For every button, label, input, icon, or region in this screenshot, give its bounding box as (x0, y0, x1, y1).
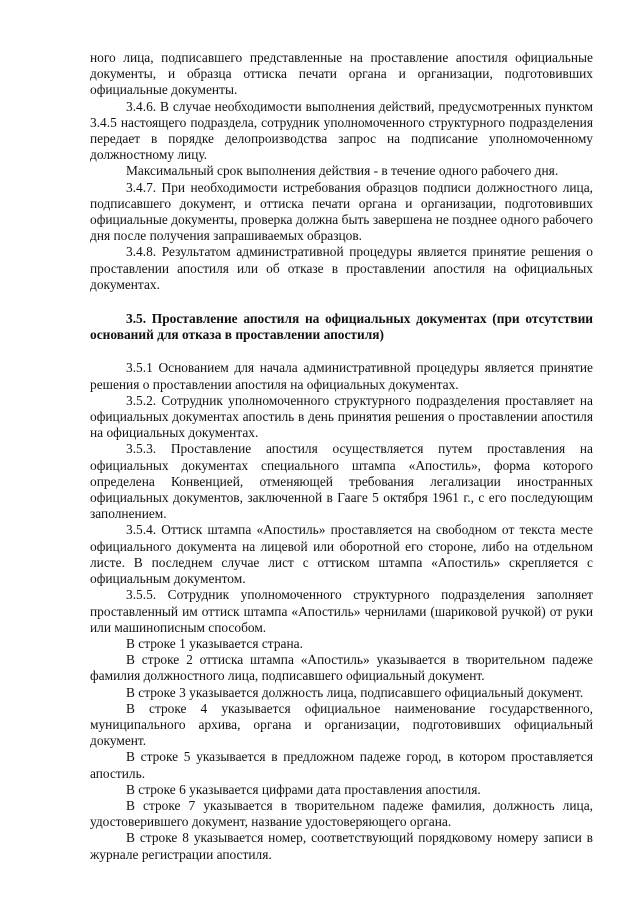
paragraph-3-4-6: 3.4.6. В случае необходимости выполнения действий, предусмотренных пунктом 3.4.5 настоящего подраздела, сотрудник уполномоченного структурного подразделения передает в порядке делопроизводства запрос на подписание уполномоченному должностному лицу. (90, 98, 593, 163)
paragraph-row-4: В строке 4 указывается официальное наименование государственного, муниципального архива, органа и организации, подготовивших официальный документ. (90, 700, 593, 749)
paragraph-continuation: ного лица, подписавшего представленные на проставление апостиля официальные документы, и образца оттиска печати органа и организации, подготовивших официальные документы. (90, 50, 593, 98)
paragraph-3-5-4: 3.5.4. Оттиск штампа «Апостиль» проставляется на свободном от текста месте официального документа на лицевой или оборотной его стороне, либо на отдельном листе. В последнем случае лист с оттиском штампа «Апостиль» скрепляется с официальным документом. (90, 522, 593, 587)
paragraph-3-4-8: 3.4.8. Результатом административной процедуры является принятие решения о проставлении апостиля или об отказе в проставлении апостиля на официальных документах. (90, 244, 593, 292)
paragraph-row-2: В строке 2 оттиска штампа «Апостиль» указывается в творительном падеже фамилия должностного лица, подписавшего официальный документ. (90, 652, 593, 684)
paragraph-3-5-1: 3.5.1 Основанием для начала административной процедуры является принятие решения о проставлении апостиля на официальных документах. (90, 360, 593, 392)
paragraph-max-term: Максимальный срок выполнения действия - в течение одного рабочего дня. (126, 163, 559, 179)
paragraph-3-5-2: 3.5.2. Сотрудник уполномоченного структурного подразделения проставляет на официальных документах апостиль в день принятия решения о проставлении апостиля на официальных документах. (90, 392, 593, 441)
document-page (90, 50, 593, 863)
paragraph-row-1: В строке 1 указывается страна. (126, 635, 303, 651)
paragraph-row-3: В строке 3 указывается должность лица, подписавшего официальный документ. (126, 684, 584, 700)
paragraph-3-5-3: 3.5.3. Проставление апостиля осуществляется путем проставления на официальных документах специального штампа «Апостиль», форма которого определена Конвенцией, отменяющей требования легализации иностранных официальных документов, заключенной в Гааге 5 октября 1961 г., с его последующим заполнением. (90, 441, 593, 522)
paragraph-row-7: В строке 7 указывается в творительном падеже фамилия, должность лица, удостоверившего документ, название удостоверяющего органа. (90, 797, 593, 830)
section-heading-3-5: 3.5. Проставление апостиля на официальных документах (при отсутствии оснований для отказа в проставлении апостиля) (90, 311, 593, 343)
paragraph-row-6: В строке 6 указывается цифрами дата проставления апостиля. (126, 781, 481, 797)
paragraph-3-5-5: 3.5.5. Сотрудник уполномоченного структурного подразделения заполняет проставленный им оттиск штампа «Апостиль» чернилами (шариковой ручкой) от руки или машинописным способом. (90, 587, 593, 635)
paragraph-3-4-7: 3.4.7. При необходимости истребования образцов подписи должностного лица, подписавшего документ, и оттиска печати органа и организации, подготовивших официальные документы, проверка должна быть завершена не позднее одного рабочего дня после получения запрашиваемых образцов. (90, 179, 593, 244)
paragraph-row-8: В строке 8 указывается номер, соответствующий порядковому номеру записи в журнале регистрации апостиля. (90, 830, 593, 862)
paragraph-row-5: В строке 5 указывается в предложном падеже город, в котором проставляется апостиль. (90, 749, 593, 781)
